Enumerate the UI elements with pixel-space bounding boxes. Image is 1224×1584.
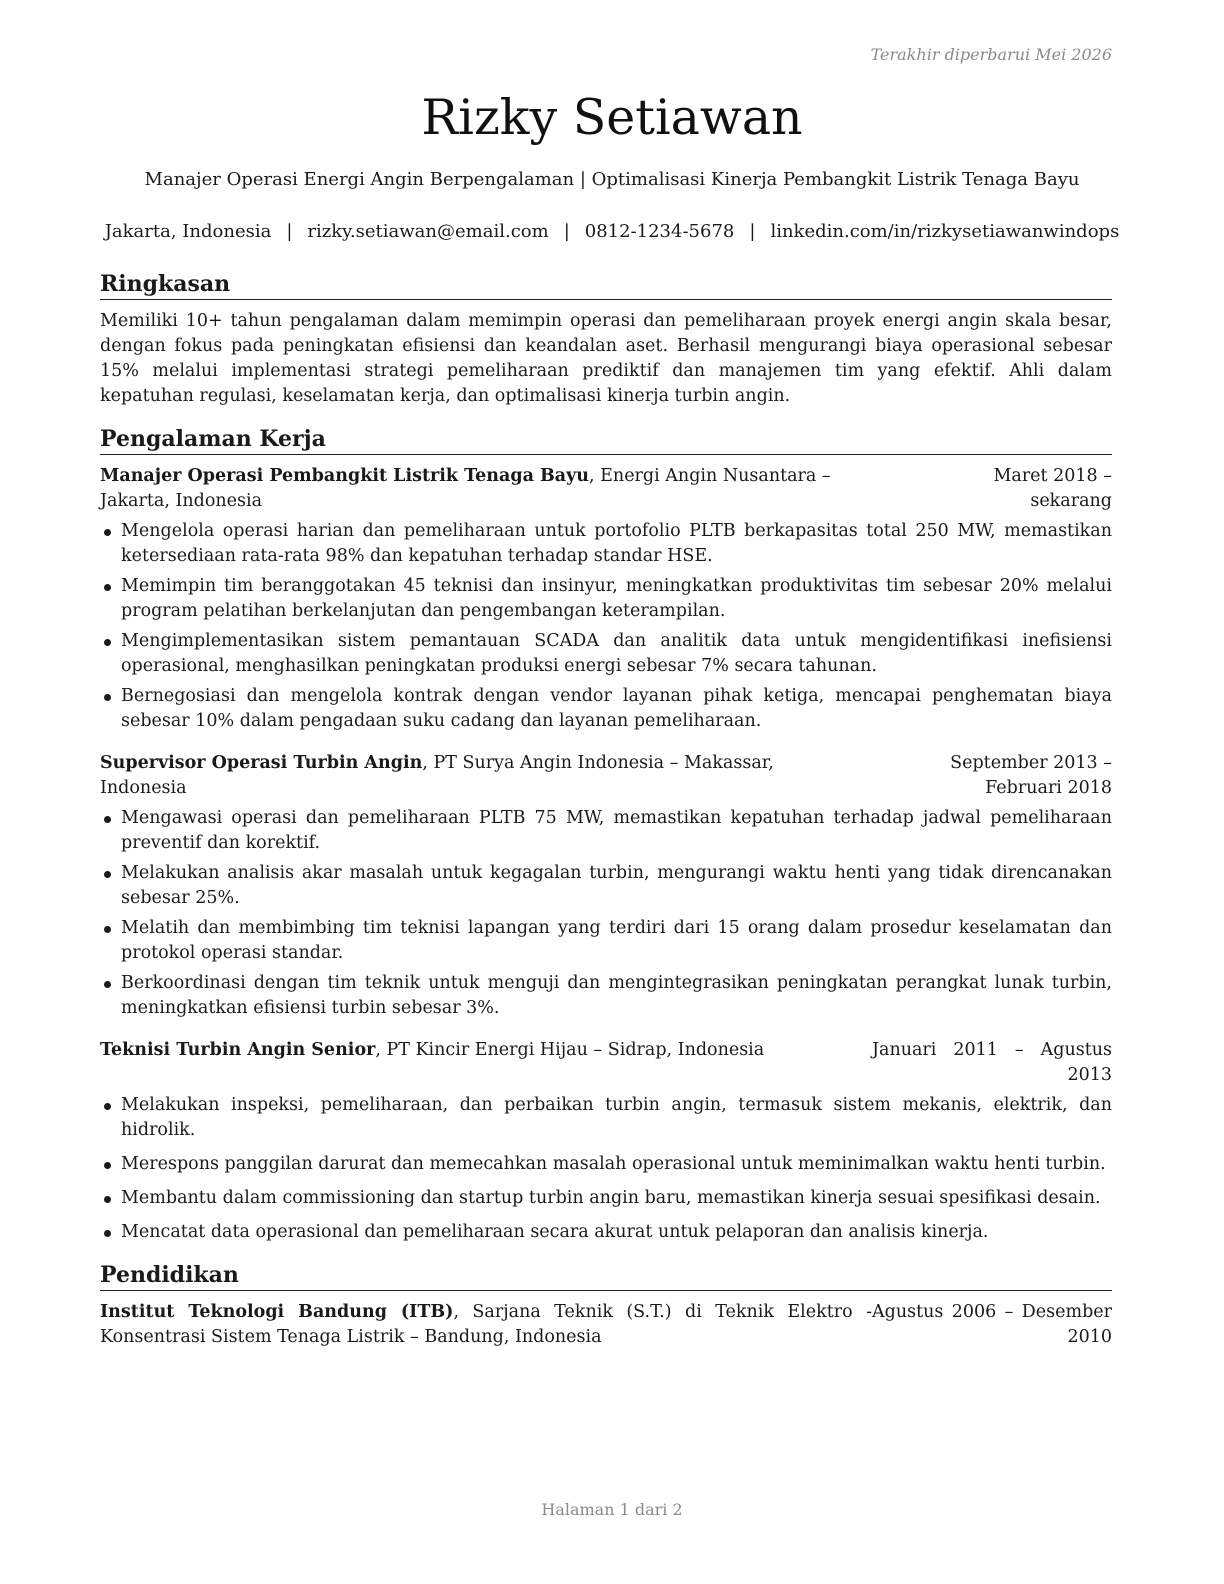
job-role: Teknisi Turbin Angin Senior [100, 1040, 376, 1060]
job-role: Supervisor Operasi Turbin Angin [100, 753, 423, 773]
job-bullet: Mengawasi operasi dan pemeliharaan PLTB 75 MW, memastikan kepatuhan terhadap jadwal pemeliharaan preventif dan korektif. [100, 806, 1112, 856]
job-bullets [100, 1093, 1112, 1245]
section-title-education: Pendidikan [100, 1261, 1112, 1291]
job-bullet: Berkoordinasi dengan tim teknik untuk menguji dan mengintegrasikan peningkatan perangkat lunak turbin, meningkatkan efisiensi turbin sebesar 3%. [100, 971, 1112, 1021]
resume-content [100, 270, 1112, 1350]
job-date: Maret 2018 – sekarang [993, 466, 1112, 511]
education-line [100, 1300, 872, 1350]
job-bullet: Mencatat data operasional dan pemeliharaan secara akurat untuk pelaporan dan analisis kinerja. [100, 1220, 1112, 1245]
education-entry [100, 1300, 1112, 1350]
job-bullet: Melakukan analisis akar masalah untuk kegagalan turbin, mengurangi waktu henti yang tidak direncanakan sebesar 25%. [100, 861, 1112, 911]
job-header [100, 464, 1112, 514]
contact-phone: 0812-1234-5678 [584, 221, 735, 242]
contact-line [0, 220, 1224, 244]
job-header [100, 1038, 1112, 1088]
job-bullet: Mengimplementasikan sistem pemantauan SCADA dan analitik data untuk mengidentifikasi inefisiensi operasional, menghasilkan peningkatan produksi energi sebesar 7% secara tahunan. [100, 629, 1112, 679]
job-entry [100, 751, 1112, 1021]
contact-separator: | [563, 221, 570, 242]
job-bullet: Melatih dan membimbing tim teknisi lapangan yang terdiri dari 15 orang dalam prosedur keselamatan dan protokol operasi standar. [100, 916, 1112, 966]
job-date: September 2013 – Februari 2018 [950, 753, 1112, 798]
job-bullet: Mengelola operasi harian dan pemeliharaan untuk portofolio PLTB berkapasitas total 250 MW, memastikan ketersediaan rata-rata 98% dan kepatuhan terhadap standar HSE. [100, 519, 1112, 569]
job-bullet: Melakukan inspeksi, pemeliharaan, dan perbaikan turbin angin, termasuk sistem mekanis, elektrik, dan hidrolik. [100, 1093, 1112, 1143]
contact-email[interactable]: rizky.setiawan@email.com [307, 221, 549, 242]
contact-separator: | [749, 221, 756, 242]
job-entry [100, 464, 1112, 734]
job-bullet: Membantu dalam commissioning dan startup turbin angin baru, memastikan kinerja sesuai spesifikasi desain. [100, 1186, 1112, 1211]
section-title-summary: Ringkasan [100, 270, 1112, 300]
job-header [100, 751, 1112, 801]
job-title-line [100, 1038, 842, 1063]
job-bullet: Merespons panggilan darurat dan memecahkan masalah operasional untuk meminimalkan waktu henti turbin. [100, 1152, 1112, 1177]
candidate-name: Rizky Setiawan [421, 89, 803, 146]
education-detail: , Sarjana Teknik (S.T.) di Teknik Elektro - Konsentrasi Sistem Tenaga Listrik – Bandung, Indonesia [100, 1302, 872, 1347]
job-bullets [100, 806, 1112, 1021]
job-bullets [100, 519, 1112, 734]
last-updated-note: Terakhir diperbarui Mei 2026 [870, 45, 1112, 64]
section-title-experience: Pengalaman Kerja [100, 425, 1112, 455]
contact-location: Jakarta, Indonesia [104, 221, 272, 242]
education-school: Institut Teknologi Bandung (ITB) [100, 1302, 454, 1322]
job-company: , PT Kincir Energi Hijau – Sidrap, Indonesia [375, 1040, 765, 1060]
job-company: , Energi Angin Nusantara – Jakarta, Indonesia [100, 466, 831, 511]
contact-separator: | [286, 221, 293, 242]
professional-tagline: Manajer Operasi Energi Angin Berpengalaman | Optimalisasi Kinerja Pembangkit Listrik Tenaga Bayu [144, 169, 1080, 190]
job-bullet: Memimpin tim beranggotakan 45 teknisi dan insinyur, meningkatkan produktivitas tim sebesar 20% melalui program pelatihan berkelanjutan dan pengembangan keterampilan. [100, 574, 1112, 624]
job-title-line [100, 464, 882, 514]
job-bullet: Bernegosiasi dan mengelola kontrak dengan vendor layanan pihak ketiga, mencapai penghematan biaya sebesar 10% dalam pengadaan suku cadang dan layanan pemeliharaan. [100, 684, 1112, 734]
job-company: , PT Surya Angin Indonesia – Makassar, Indonesia [100, 753, 774, 798]
job-date: Januari 2011 – Agustus 2013 [872, 1040, 1112, 1085]
summary-text: Memiliki 10+ tahun pengalaman dalam memimpin operasi dan pemeliharaan proyek energi angin skala besar, dengan fokus pada peningkatan efisiensi dan keandalan aset. Berhasil mengurangi biaya operasional sebesar 15% melalui implementasi strategi pemeliharaan prediktif dan manajemen tim yang efektif. Ahli dalam kepatuhan regulasi, keselamatan kerja, dan optimalisasi kinerja turbin angin. [100, 311, 1112, 406]
contact-linkedin[interactable]: linkedin.com/in/rizkysetiawanwindops [770, 221, 1120, 242]
job-entry [100, 1038, 1112, 1245]
page-number: Halaman 1 dari 2 [541, 1500, 683, 1519]
job-title-line [100, 751, 842, 801]
job-role: Manajer Operasi Pembangkit Listrik Tenaga Bayu [100, 466, 590, 486]
education-date: Agustus 2006 – Desember 2010 [872, 1302, 1112, 1347]
